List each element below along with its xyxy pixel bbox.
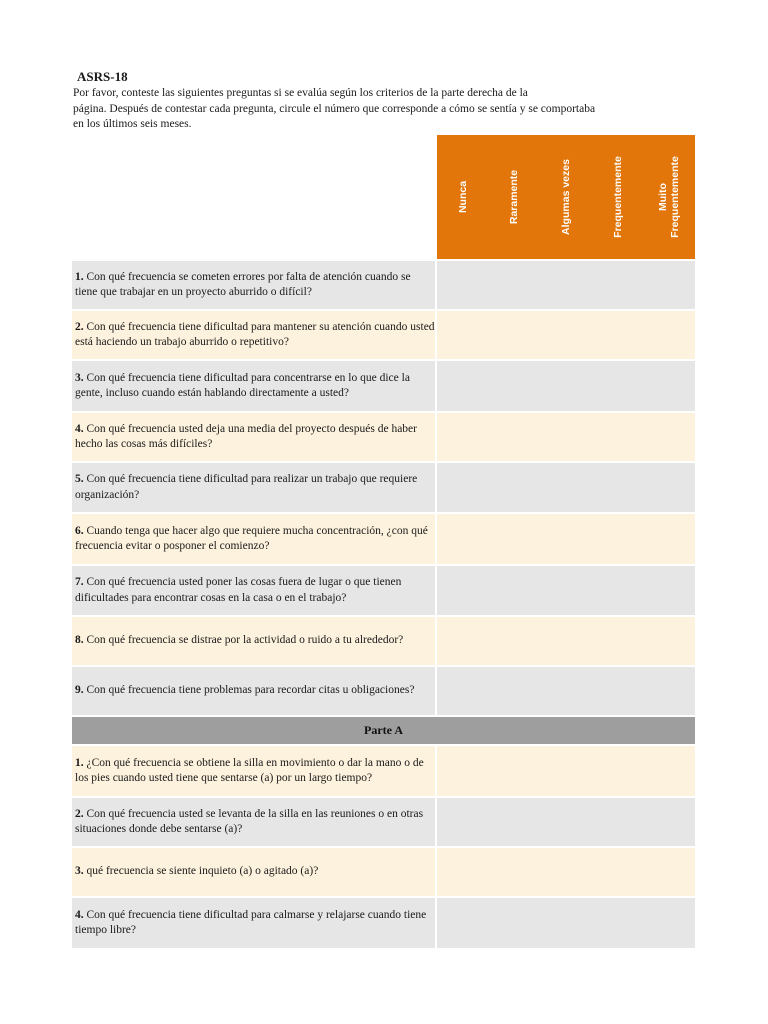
header-blank-cell xyxy=(72,135,435,259)
answer-cell[interactable] xyxy=(437,361,695,411)
question-row xyxy=(72,461,695,512)
question-text: 4. Con qué frecuencia usted deja una media del proyecto después de haber hecho las cosas más difíciles? xyxy=(72,413,435,461)
question-row xyxy=(72,846,695,896)
question-text: 2. Con qué frecuencia tiene dificultad para mantener su atención cuando usted está haciendo un trabajo aburrido o repetitivo? xyxy=(72,311,435,359)
answer-cell[interactable] xyxy=(437,848,695,896)
question-text: 3. qué frecuencia se siente inquieto (a) o agitado (a)? xyxy=(72,848,435,896)
question-row xyxy=(72,411,695,461)
question-row xyxy=(72,259,695,309)
answer-cell[interactable] xyxy=(437,898,695,948)
question-row xyxy=(72,564,695,615)
document-title: ASRS-18 xyxy=(77,69,128,84)
question-text: 9. Con qué frecuencia tiene problemas para recordar citas u obligaciones? xyxy=(72,667,435,715)
scale-label-nunca: Nunca xyxy=(456,180,469,214)
answer-cell[interactable] xyxy=(437,667,695,715)
frequency-scale-header xyxy=(437,135,695,259)
question-row xyxy=(72,615,695,665)
instructions-text: Por favor, conteste las siguientes preguntas si se evalúa según los criterios de la parte derecha de la página. Después de contestar cada pregunta, circule el número que corresponde a cómo se sentía y se comportaba en los últimos seis meses. xyxy=(73,87,596,130)
question-text: 3. Con qué frecuencia tiene dificultad para concentrarse en lo que dice la gente, incluso cuando están hablando directamente a usted? xyxy=(72,361,435,411)
question-row xyxy=(72,309,695,359)
question-text: 1. Con qué frecuencia se cometen errores por falta de atención cuando se tiene que trabajar en un proyecto aburrido o difícil? xyxy=(72,261,435,309)
question-row xyxy=(72,796,695,846)
question-row xyxy=(72,512,695,564)
scale-label-muito-frequentemente: Muito Frequentemente xyxy=(657,156,682,238)
question-row xyxy=(72,744,695,796)
question-text: 4. Con qué frecuencia tiene dificultad para calmarse y relajarse cuando tiene tiempo libre? xyxy=(72,898,435,948)
answer-cell[interactable] xyxy=(437,463,695,512)
scale-label-frequentemente: Frequentemente xyxy=(611,156,624,238)
answer-cell[interactable] xyxy=(437,413,695,461)
scale-label-raramente: Raramente xyxy=(508,169,521,225)
question-text: 2. Con qué frecuencia usted se levanta de la silla en las reuniones o en otras situaciones donde debe sentarse (a)? xyxy=(72,798,435,846)
question-text: 7. Con qué frecuencia usted poner las cosas fuera de lugar o que tienen dificultades para encontrar cosas en la casa o en el trabajo? xyxy=(72,566,435,615)
answer-cell[interactable] xyxy=(437,514,695,564)
answer-cell[interactable] xyxy=(437,746,695,796)
answer-cell[interactable] xyxy=(437,261,695,309)
answer-cell[interactable] xyxy=(437,311,695,359)
question-row xyxy=(72,665,695,715)
questionnaire-table xyxy=(72,135,695,948)
question-row xyxy=(72,359,695,411)
question-text: 6. Cuando tenga que hacer algo que requiere mucha concentración, ¿con qué frecuencia evitar o posponer el comienzo? xyxy=(72,514,435,564)
scale-header-row xyxy=(72,135,695,259)
question-text: 8. Con qué frecuencia se distrae por la actividad o ruido a tu alrededor? xyxy=(72,617,435,665)
question-text: 1. ¿Con qué frecuencia se obtiene la silla en movimiento o dar la mano o de los pies cuando usted tiene que sentarse (a) por un largo tiempo? xyxy=(72,746,435,796)
question-row xyxy=(72,896,695,948)
question-text: 5. Con qué frecuencia tiene dificultad para realizar un trabajo que requiere organización? xyxy=(72,463,435,512)
answer-cell[interactable] xyxy=(437,798,695,846)
answer-cell[interactable] xyxy=(437,617,695,665)
scale-label-algumas-vezes: Algumas vezes xyxy=(559,159,572,235)
answer-cell[interactable] xyxy=(437,566,695,615)
section-header-parte-a: Parte A xyxy=(72,715,695,744)
